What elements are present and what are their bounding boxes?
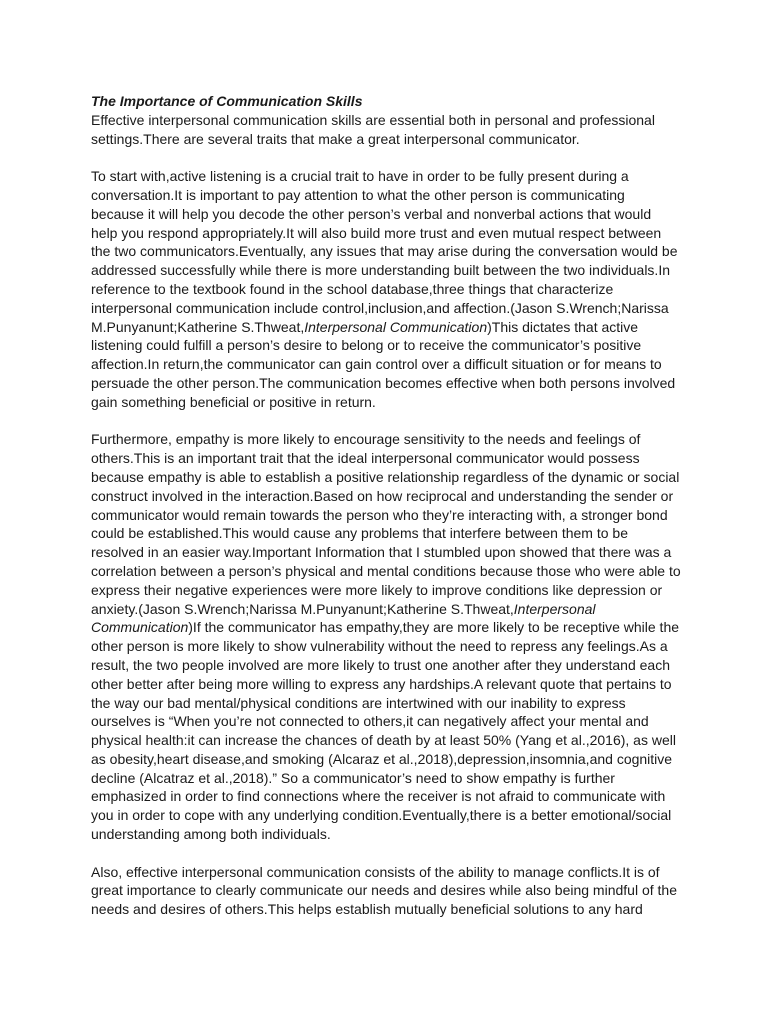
paragraph-text: )This dictates that active listening could fulfill a person’s desire to belong or to receive the communicator’s positive affection.In return,the communicator can gain control over a difficult situation or for means to persuade the other person.The communication becomes effective when both persons involved gain something beneficial or positive in return. <box>91 318 676 410</box>
paragraph-active-listening <box>91 167 681 411</box>
paragraph-text: Furthermore, empathy is more likely to encourage sensitivity to the needs and feelings of others.This is an important trait that the ideal interpersonal communicator would possess because empathy is able to establish a positive relationship regardless of the dynamic or social construct involved in the interaction.Based on how reciprocal and understanding the sender or communicator would remain towards the person who they’re interacting with, a stronger bond could be established.This would cause any problems that interfere between them to be resolved in an easier way.Important Information that I stumbled upon showed that there was a correlation between a person’s physical and mental conditions because those who were able to express their negative experiences were more likely to improve conditions like depression or anxiety.(Jason S.Wrench;Narissa M.Punyanunt;Katherine S.Thweat, <box>91 431 681 617</box>
book-title-italic: Interpersonal Communication <box>91 600 596 636</box>
paragraph-text: )If the communicator has empathy,they are more likely to be receptive while the other person is more likely to show vulnerability without the need to repress any feelings.As a result, the two people involved are more likely to trust one another after they understand each other better after being more willing to express any hardships.A relevant quote that pertains to the way our bad mental/physical conditions are intertwined with our inability to express ourselves is “When you’re not connected to others,it can negatively affect your mental and physical health:it can increase the chances of death by at least 50% (Yang et al.,2016), as well as obesity,heart disease,and smoking (Alcaraz et al.,2018),depression,insomnia,and cognitive decline (Alcatraz et al.,2018).” So a communicator’s need to show empathy is further emphasized in order to find connections where the receiver is not afraid to communicate with you in order to cope with any underlying condition.Eventually,there is a better emotional/social understanding among both individuals. <box>91 619 680 843</box>
paragraph-text: Effective interpersonal communication skills are essential both in personal and professional settings.There are several traits that make a great interpersonal communicator. <box>91 111 655 147</box>
book-title-italic: Interpersonal Communication <box>304 318 488 335</box>
paragraph-conflict-management <box>91 863 681 919</box>
paragraph-text: To start with,active listening is a crucial trait to have in order to be fully present during a conversation.It is important to pay attention to what the other person is communicating because it will help you decode the other person’s verbal and nonverbal actions that would help you respond appropriately.It will also build more trust and even mutual respect between the two communicators.Eventually, any issues that may arise during the conversation would be addressed successfully while there is more understanding built between the two individuals.In reference to the textbook found in the school database,three things that characterize interpersonal communication include control,inclusion,and affection.(Jason S.Wrench;Narissa M.Punyanunt;Katherine S.Thweat, <box>91 168 678 335</box>
paragraph-text: Also, effective interpersonal communication consists of the ability to manage conflicts.It is of great importance to clearly communicate our needs and desires while also being mindful of the needs and desires of others.This helps establish mutually beneficial solutions to any hard <box>91 863 677 918</box>
paragraph-intro <box>91 111 681 149</box>
paragraph-empathy <box>91 430 681 844</box>
document-body <box>91 92 681 938</box>
document-title: The Importance of Communication Skills <box>91 93 363 109</box>
